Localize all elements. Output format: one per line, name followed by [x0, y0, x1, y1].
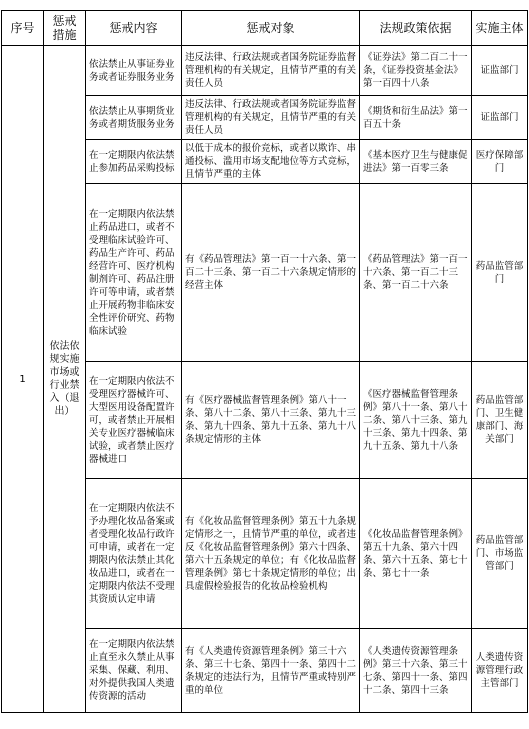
- authority-cell: 药品监管部门、卫生健康部门、海关部门: [472, 362, 528, 479]
- target-cell: 有《人类遗传资源管理条例》第三十六条、第三十七条、第四十一条、第四十二条规定的违法行为，且情节严重或特别严重的单位: [182, 629, 360, 713]
- content-cell: 在一定期限内依法禁止参加药品采购投标: [86, 140, 182, 184]
- content-cell: 在一定期限内依法不予办理化妆品备案或者受理化妆品行政许可申请，或者在一定期限内依法禁止其化妆品进口，或者在一定期限内依法不受理其资质认定申请: [86, 479, 182, 629]
- basis-cell: 《化妆品监督管理条例》第五十九条、第六十四条、第六十五条、第七十条、第七十一条: [360, 479, 472, 629]
- header-measure: 惩戒措施: [44, 11, 86, 46]
- header-serial: 序号: [2, 11, 44, 46]
- basis-cell: 《人类遗传资源管理条例》第三十六条、第三十七条、第四十一条、第四十二条、第四十三条: [360, 629, 472, 713]
- target-cell: 违反法律、行政法规或者国务院证券监督管理机构的有关规定，且情节严重的有关责任人员: [182, 96, 360, 140]
- content-cell: 依法禁止从事期货业务或者期货服务业务: [86, 96, 182, 140]
- basis-cell: 《期货和衍生品法》第一百五十条: [360, 96, 472, 140]
- measure-cell: 依法依规实施市场或行业禁入（退出）: [44, 46, 86, 713]
- table-row: [2, 46, 528, 96]
- content-cell: 依法禁止从事证券业务或者证券服务业务: [86, 46, 182, 96]
- target-cell: 违反法律、行政法规或者国务院证券监督管理机构的有关规定，且情节严重的有关责任人员: [182, 46, 360, 96]
- authority-cell: 药品监管部门: [472, 184, 528, 362]
- header-authority: 实施主体: [472, 11, 528, 46]
- basis-cell: 《证券法》第二百二十一条，《证券投资基金法》第一百四十八条: [360, 46, 472, 96]
- basis-cell: 《基本医疗卫生与健康促进法》第一百零三条: [360, 140, 472, 184]
- header-content: 惩戒内容: [86, 11, 182, 46]
- target-cell: 有《医疗器械监督管理条例》第八十一条、第八十二条、第八十三条、第九十三条、第九十四条、第九十五条、第九十八条规定情形的主体: [182, 362, 360, 479]
- header-basis: 法规政策依据: [360, 11, 472, 46]
- content-cell: 在一定期限内依法禁止直至永久禁止从事采集、保藏、利用、对外提供我国人类遗传资源的活动: [86, 629, 182, 713]
- basis-cell: 《药品管理法》第一百一十六条、第一百二十三条、第一百二十六条: [360, 184, 472, 362]
- authority-cell: 药品监管部门、市场监管部门: [472, 479, 528, 629]
- basis-cell: 《医疗器械监督管理条例》第八十一条、第八十二条、第八十三条、第九十三条、第九十四条、第九十五条、第九十八条: [360, 362, 472, 479]
- target-cell: 以低于成本的报价竞标，或者以欺诈、串通投标、滥用市场支配地位等方式竞标，且情节严重的主体: [182, 140, 360, 184]
- content-cell: 在一定期限内依法禁止药品进口，或者不受理临床试验许可、药品生产许可、药品经营许可、医疗机构制剂许可、药品注册许可等申请，或者禁止开展药物非临床安全性评价研究、药物临床试验: [86, 184, 182, 362]
- header-target: 惩戒对象: [182, 11, 360, 46]
- authority-cell: 人类遗传资源管理行政主管部门: [472, 629, 528, 713]
- authority-cell: 证监部门: [472, 96, 528, 140]
- table-header-row: [2, 11, 528, 46]
- punishment-table: [1, 10, 528, 713]
- target-cell: 有《化妆品监督管理条例》第五十九条规定情形之一，且情节严重的单位，或者违反《化妆品监督管理条例》第六十四条、第六十五条规定的单位；有《化妆品监督管理条例》第七十条规定情形的单位；出具虚假检验报告的化妆品检验机构: [182, 479, 360, 629]
- content-cell: 在一定期限内依法不受理医疗器械许可、大型医用设备配置许可，或者禁止开展相关专业医疗器械临床试验，或者禁止医疗器械进口: [86, 362, 182, 479]
- authority-cell: 医疗保障部门: [472, 140, 528, 184]
- target-cell: 有《药品管理法》第一百一十六条、第一百二十三条、第一百二十六条规定情形的经营主体: [182, 184, 360, 362]
- authority-cell: 证监部门: [472, 46, 528, 96]
- serial-number: 1: [2, 46, 44, 713]
